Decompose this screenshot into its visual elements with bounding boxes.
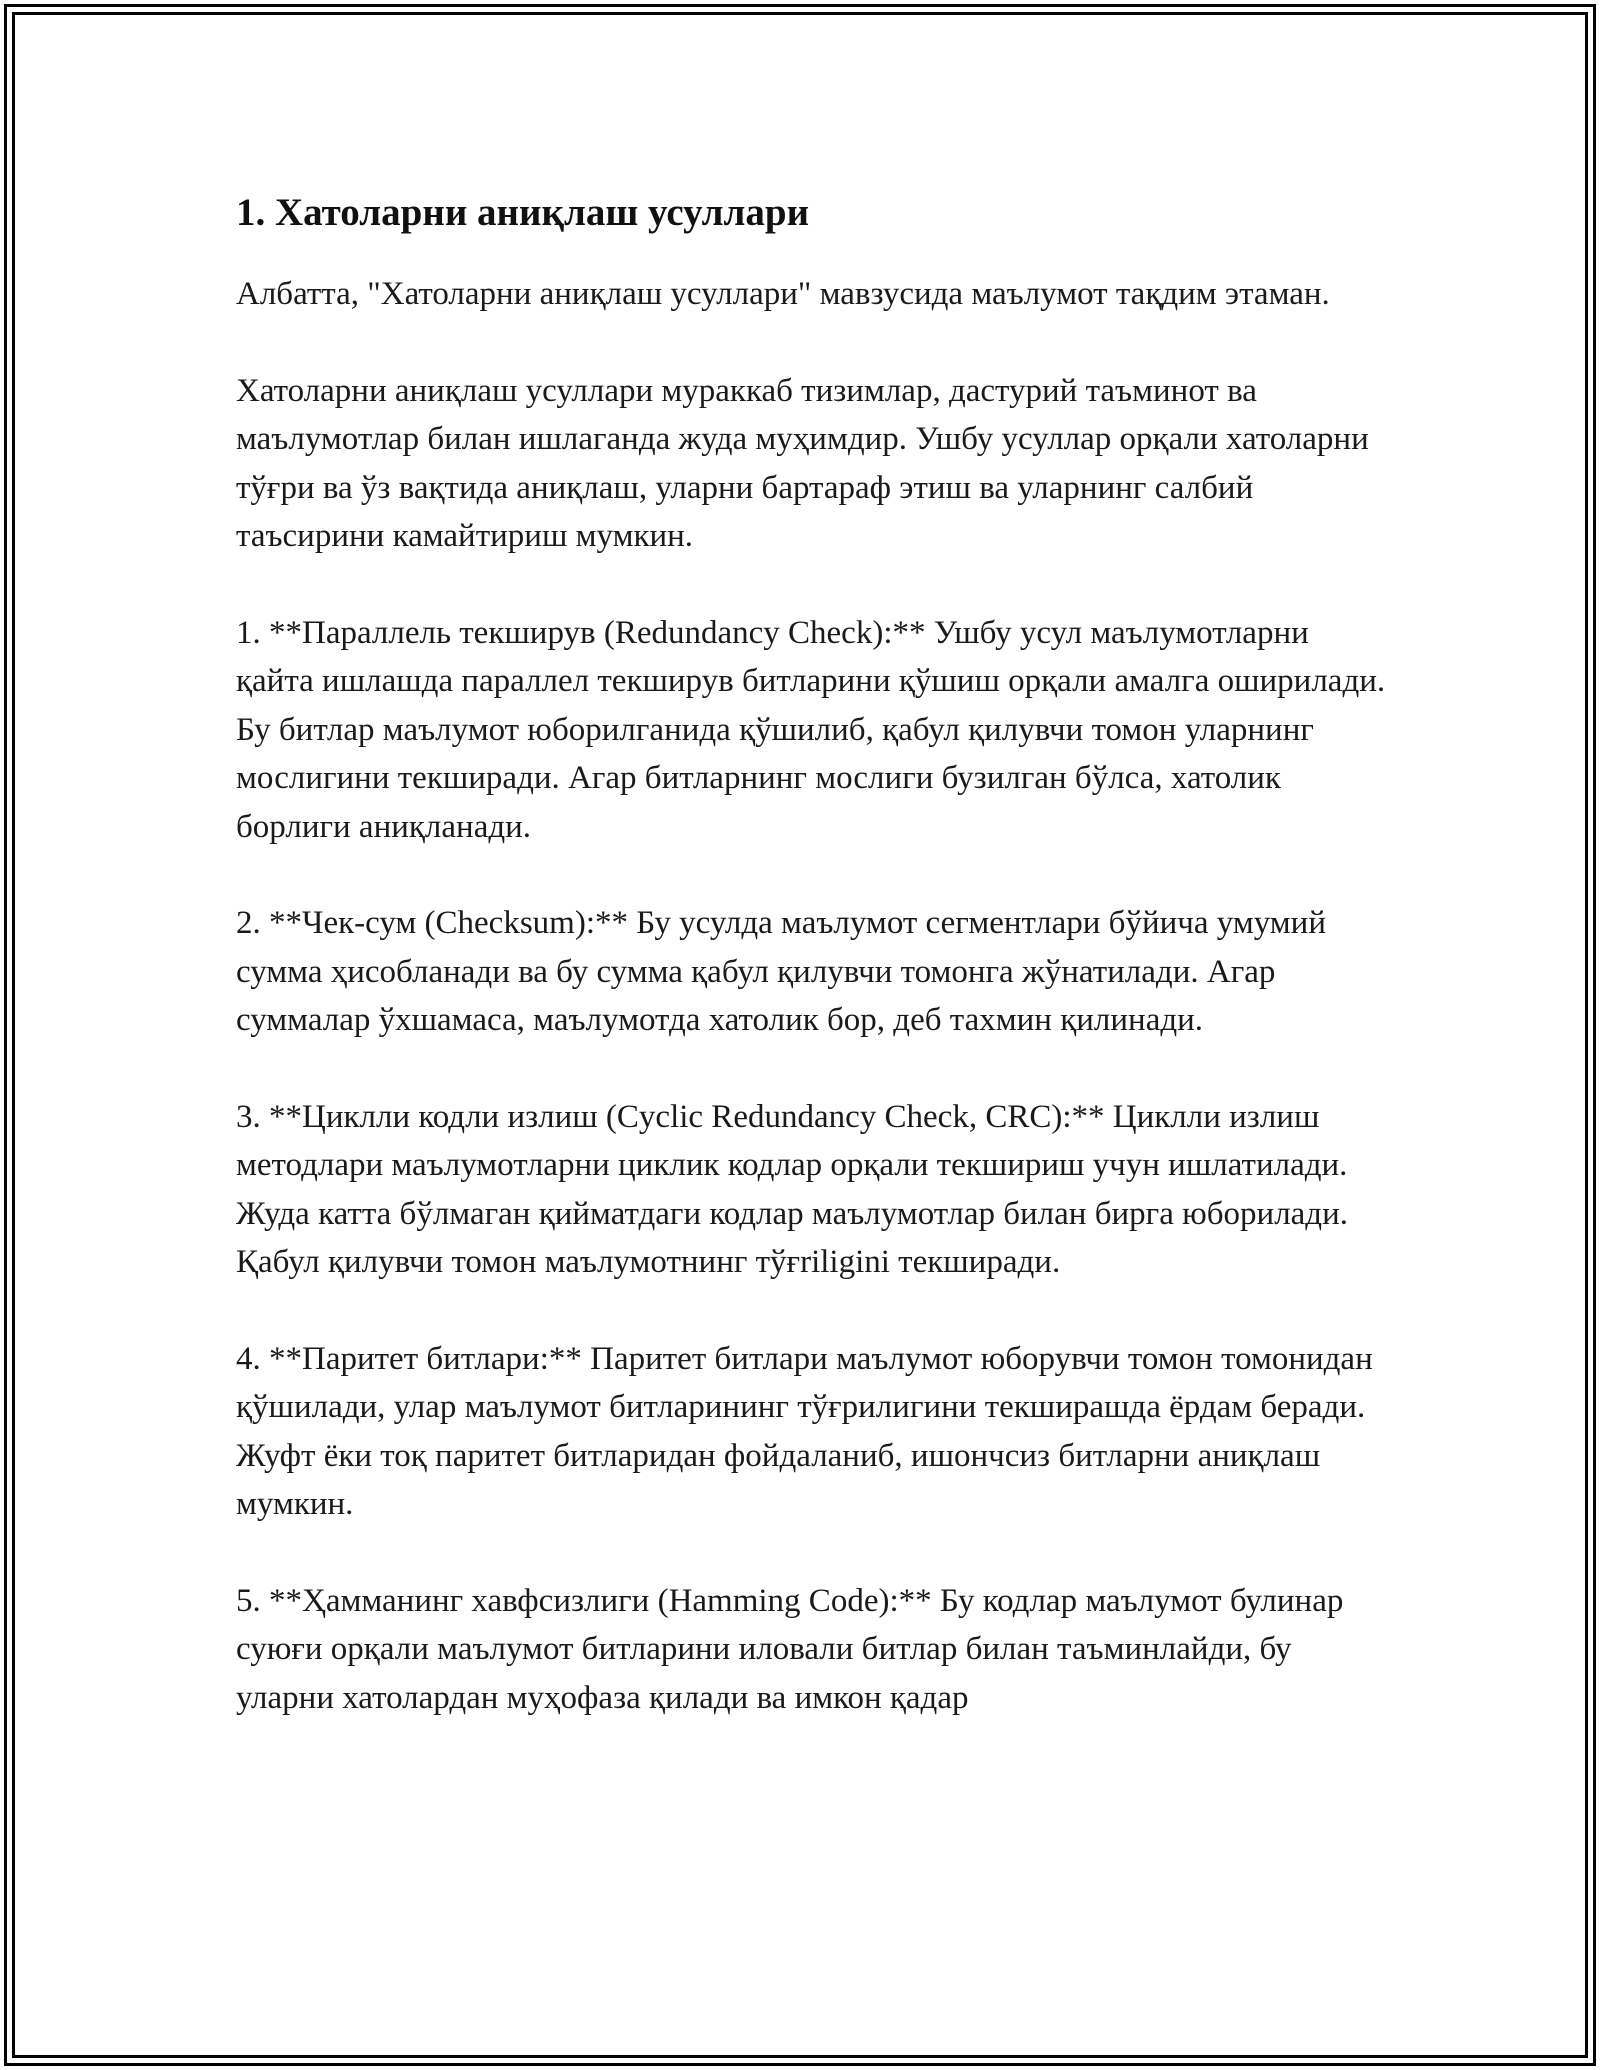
method-4-paragraph: 4. **Паритет битлари:** Паритет битлари маълумот юборувчи томон томонидан қўшилади, улар маълумот битларининг тўғрилигини текширашда ёрдам беради. Жуфт ёки тоқ паритет битларидан фойдаланиб, ишончсиз битларни аниқлаш мумкин. <box>236 1340 1373 1522</box>
overview-paragraph: Хатоларни аниқлаш усуллари мураккаб тизимлар, дастурий таъминот ва маълумотлар билан ишлаганда жуда муҳимдир. Ушбу усуллар орқали хатоларни тўғри ва ўз вақтида аниқлаш, уларни бартараф этиш ва уларнинг салбий таъсирини камайтириш мумкин. <box>236 372 1369 554</box>
method-1-paragraph: 1. **Параллель текширув (Redundancy Check):** Ушбу усул маълумотларни қайта ишлашда параллел текширув битларини қўшиш орқали амалга оширилади. Бу битлар маълумот юборилганида қўшилиб, қабул қилувчи томон уларнинг мослигини текширади. Агар битларнинг мослиги бузилган бўлса, хатолик борлиги аниқланади. <box>236 614 1386 845</box>
section-heading: 1. Хатоларни аниқлаш усуллари <box>236 191 810 234</box>
method-5-paragraph: 5. **Ҳамманинг хавфсизлиги (Hamming Code):** Бу кодлар маълумот булинар суюғи орқали маълумот битларини иловали битлар билан таъминлайди, бу уларни хатолардан муҳофаза қилади ва имкон қадар <box>236 1582 1344 1716</box>
method-2-paragraph: 2. **Чек-сум (Checksum):** Бу усулда маълумот сегментлари бўйича умумий сумма ҳисобланади ва бу сумма қабул қилувчи томонга жўнатилади. Агар суммалар ўхшамаса, маълумотда хатолик бор, деб тахмин қилинади. <box>236 905 1326 1038</box>
method-3-paragraph: 3. **Циклли кодли излиш (Cyclic Redundancy Check, CRC):** Циклли излиш методлари маълумотларни циклик кодлар орқали текшириш учун ишлатилади. Жуда катта бўлмаган қийматдаги кодлар маълумотлар билан бирга юборилади. Қабул қилувчи томон маълумотнинг тўғriligini текширади. <box>236 1098 1349 1280</box>
document-body <box>236 188 1386 1722</box>
intro-paragraph: Албатта, "Хатоларни аниқлаш усуллари" мавзусида маълумот тақдим этаман. <box>236 276 1330 312</box>
